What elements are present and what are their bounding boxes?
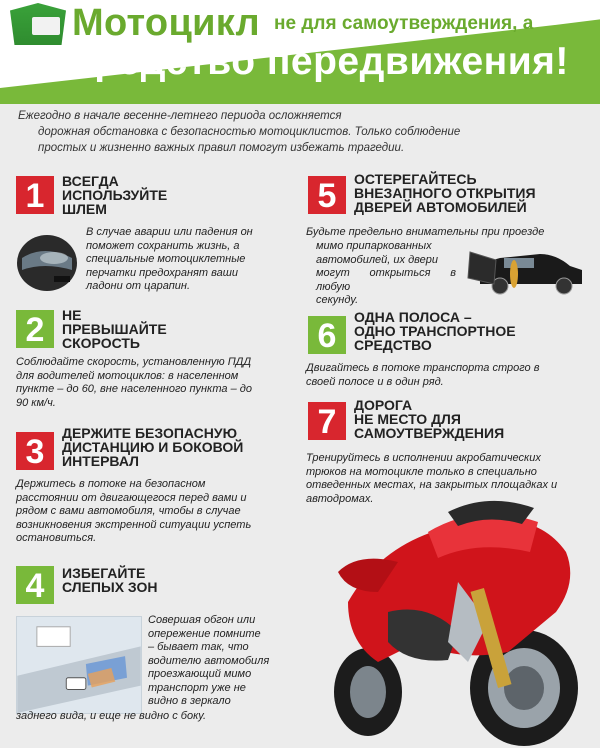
- section-heading-5: ОСТЕРЕГАЙТЕСЬ ВНЕЗАПНОГО ОТКРЫТИЯ ДВЕРЕЙ АВТОМОБИЛЕЙ: [354, 171, 536, 215]
- section-text-4: Совершая обгон или опережение помните – бывает так, что водителю автомобиля проезжающий мимо транспорт уже не видно в зеркало: [148, 614, 270, 707]
- section-heading-6: ОДНА ПОЛОСА – ОДНО ТРАНСПОРТНОЕ СРЕДСТВО: [354, 309, 516, 353]
- section-heading-3: ДЕРЖИТЕ БЕЗОПАСНУЮ ДИСТАНЦИЮ И БОКОВОЙ ИНТЕРВАЛ: [62, 425, 244, 469]
- section-number-1: 1: [16, 176, 54, 214]
- section-number-3: 3: [16, 432, 54, 470]
- intro-text: [14, 108, 574, 156]
- section-heading-4: ИЗБЕГАЙТЕ СЛЕПЫХ ЗОН: [62, 565, 158, 595]
- intro-line: простых и жизненно важных правил помогут избежать трагедии.: [38, 142, 405, 154]
- traffic-police-emblem-icon: [10, 3, 66, 45]
- section-text-5-top: Будьте предельно внимательны при проезде: [306, 226, 545, 238]
- blind-spot-illustration: [16, 616, 142, 714]
- section-text-1: В случае аварии или падения он поможет сохранить жизнь, а специальные мотоциклетные перчатки предохранят ваши ладони от царапин.: [86, 226, 253, 292]
- section-number-5: 5: [308, 176, 346, 214]
- helmet-icon: [14, 228, 80, 294]
- car-open-door-icon: [460, 240, 586, 296]
- section-number-7: 7: [308, 402, 346, 440]
- title-small: не для самоутверждения, а: [274, 13, 534, 34]
- section-text-2: Соблюдайте скорость, установленную ПДД для водителей мотоциклов: в населенном пункте – до 60, вне населенного пункта – до 90 км/ч.: [16, 356, 252, 409]
- section-heading-2: НЕ ПРЕВЫШАЙТЕ СКОРОСТЬ: [62, 307, 167, 351]
- section-heading-7: ДОРОГА НЕ МЕСТО ДЛЯ САМОУТВЕРЖДЕНИЯ: [354, 397, 505, 441]
- title-line2: средство передвижения!: [72, 40, 569, 83]
- intro-line: дорожная обстановка с безопасностью мотоциклистов. Только соблюдение: [38, 126, 461, 138]
- section-text-6: Двигайтесь в потоке транспорта строго в своей полосе и в один ряд.: [306, 362, 540, 388]
- section-number-2: 2: [16, 310, 54, 348]
- section-number-6: 6: [308, 316, 346, 354]
- section-number-4: 4: [16, 566, 54, 604]
- section-text-7: Тренируйтесь в исполнении акробатических трюков на мотоцикле только в специально отведенных местах, на закрытых площадках и автодромах.: [306, 452, 558, 505]
- section-text-4-last: заднего вида, и еще не видно с боку.: [16, 710, 207, 722]
- section-text-5: мимо припаркованных автомобилей, их двери могут открыться в любую секунду.: [316, 240, 456, 306]
- section-text-3: Держитесь в потоке на безопасном расстоянии от двигающегося перед вами и рядом с вами автомобиля, чтобы в случае возникновения экстренной ситуации успеть остановиться.: [16, 478, 252, 544]
- intro-line: Ежегодно в начале весенне-летнего периода осложняется: [18, 110, 342, 122]
- motorcycle-illustration: [308, 492, 600, 748]
- title-big: Мотоцикл: [72, 2, 260, 44]
- section-heading-1: ВСЕГДА ИСПОЛЬЗУЙТЕ ШЛЕМ: [62, 173, 168, 217]
